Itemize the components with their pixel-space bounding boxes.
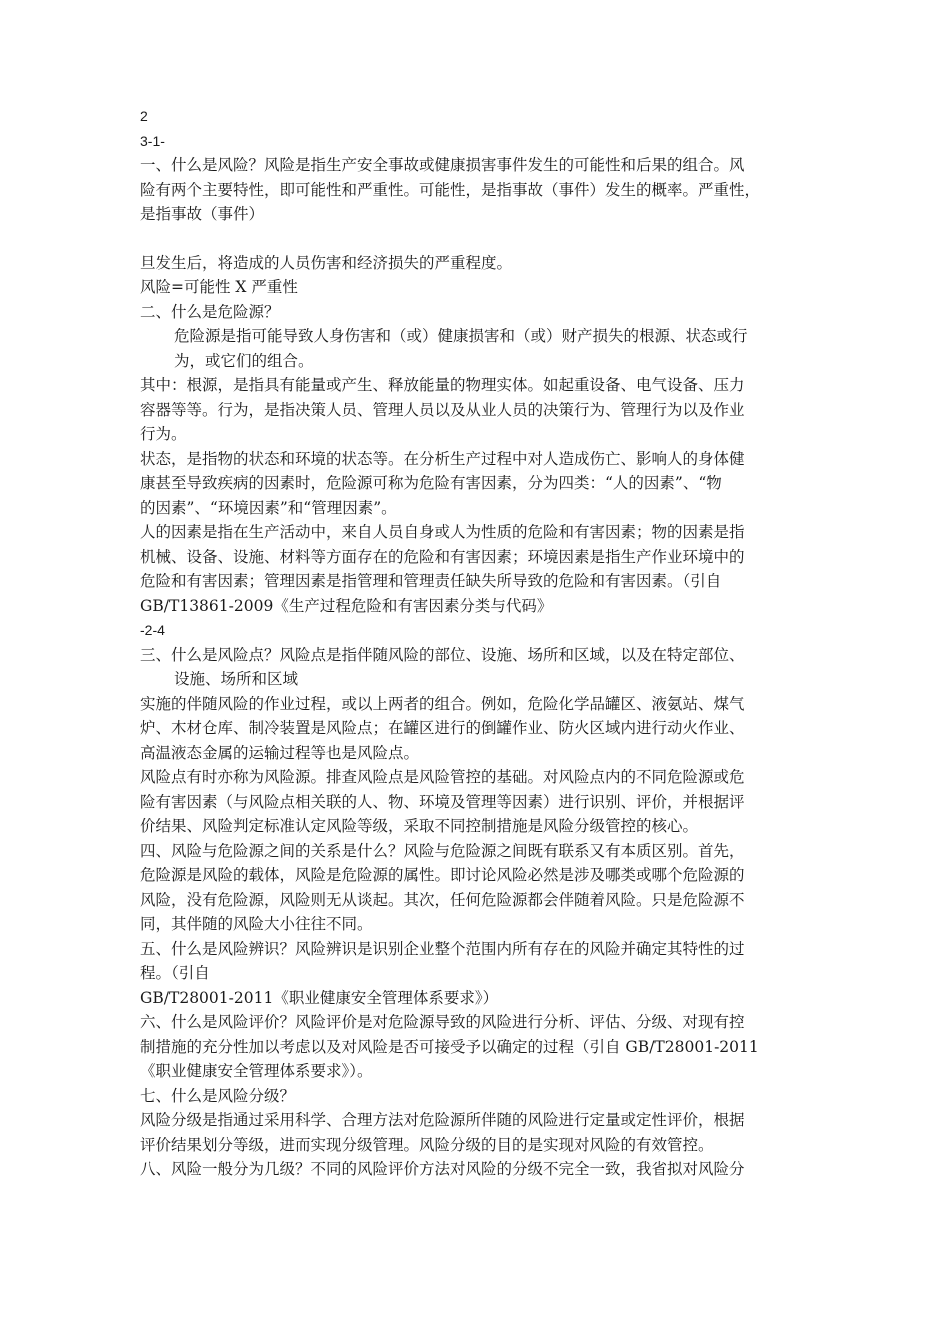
formula-line: 风险=可能性 X 严重性 (140, 278, 298, 296)
paragraph-line: 实施的伴随风险的作业过程，或以上两者的组合。例如，危险化学品罐区、液氨站、煤气 (140, 694, 745, 713)
paragraph-line: 风险分级是指通过采用科学、合理方法对危险源所伴随的风险进行定量或定性评价，根据 (140, 1111, 745, 1129)
paragraph-line: 康甚至导致疾病的因素时，危险源可称为危险有害因素，分为四类：“人的因素”、“物 (140, 474, 722, 492)
paragraph-line: 的因素”、“环境因素”和“管理因素”。 (140, 498, 397, 517)
blank-line (140, 227, 812, 251)
paragraph-line: 人的因素是指在生产活动中，来自人员自身或人为性质的危险和有害因素；物的因素是指 (140, 523, 745, 541)
citation-line: 《职业健康安全管理体系要求》）。 (140, 1062, 373, 1080)
citation-line: GB/T28001-2011《职业健康安全管理体系要求》） (140, 988, 499, 1007)
paragraph-line: 八、风险一般分为几级？不同的风险评价方法对风险的分级不完全一致，我省拟对风险分 (140, 1160, 745, 1178)
paragraph-line: 为，或它们的组合。 (174, 351, 314, 370)
paragraph-line: 状态，是指物的状态和环境的状态等。在分析生产过程中对人造成伤亡、影响人的身体健 (140, 449, 745, 468)
paragraph-line: 程。（引自 (140, 964, 210, 982)
paragraph-line: 一、什么是风险？风险是指生产安全事故或健康损害事件发生的可能性和后果的组合。风 (140, 156, 745, 174)
paragraph-line: 风险点有时亦称为风险源。排查风险点是风险管控的基础。对风险点内的不同危险源或危 (140, 768, 745, 786)
page-number-line: 2 (140, 108, 148, 124)
paragraph-line: 三、什么是风险点？风险点是指伴随风险的部位、设施、场所和区域，以及在特定部位、 (140, 645, 745, 664)
paragraph-line: 价结果、风险判定标准认定风险等级，采取不同控制措施是风险分级管控的核心。 (140, 817, 699, 835)
paragraph-line: 设施、场所和区域 (174, 670, 299, 688)
section-number-line: 3-1- (140, 132, 165, 149)
paragraph-line: 旦发生后，将造成的人员伤害和经济损失的严重程度。 (140, 253, 513, 272)
paragraph-line: 险有两个主要特性，即可能性和严重性。可能性，是指事故（事件）发生的概率。严重性， (140, 180, 761, 199)
heading-line: 七、什么是风险分级？ (140, 1086, 296, 1105)
heading-line: 二、什么是危险源？ (140, 302, 280, 321)
paragraph-line: 四、风险与危险源之间的关系是什么？风险与危险源之间既有联系又有本质区别。首先， (140, 841, 745, 860)
paragraph-line: 制措施的充分性加以考虑以及对风险是否可接受予以确定的过程（引自 GB/T28001-2011 (140, 1037, 759, 1056)
paragraph-line: 危险和有害因素；管理因素是指管理和管理责任缺失所导致的危险和有害因素。（引自 (140, 572, 722, 590)
paragraph-line: 是指事故（事件） (140, 205, 265, 223)
paragraph-line: 六、什么是风险评价？风险评价是对危险源导致的风险进行分析、评估、分级、对现有控 (140, 1013, 745, 1031)
paragraph-line: 机械、设备、设施、材料等方面存在的危险和有害因素；环境因素是指生产作业环境中的 (140, 547, 745, 566)
paragraph-line: 容器等等。行为，是指决策人员、管理人员以及从业人员的决策行为、管理行为以及作业 (140, 400, 745, 419)
citation-line: GB/T13861-2009《生产过程危险和有害因素分类与代码》 (140, 596, 553, 615)
paragraph-line: 险有害因素（与风险点相关联的人、物、环境及管理等因素）进行识别、评价，并根据评 (140, 792, 745, 811)
document-page (140, 104, 812, 1182)
paragraph-line: 评价结果划分等级，进而实现分级管理。风险分级的目的是实现对风险的有效管控。 (140, 1135, 714, 1154)
paragraph-line: 危险源是指可能导致人身伤害和（或）健康损害和（或）财产损失的根源、状态或行 (174, 327, 748, 345)
section-number-line: -2-4 (140, 622, 165, 638)
paragraph-line: 炉、木材仓库、制冷装置是风险点；在罐区进行的倒罐作业、防火区域内进行动火作业、 (140, 719, 745, 737)
paragraph-line: 风险，没有危险源，风险则无从谈起。其次，任何危险源都会伴随着风险。只是危险源不 (140, 890, 745, 909)
paragraph-line: 行为。 (140, 425, 187, 443)
paragraph-line: 高温液态金属的运输过程等也是风险点。 (140, 743, 420, 762)
paragraph-line: 五、什么是风险辨识？风险辨识是识别企业整个范围内所有存在的风险并确定其特性的过 (140, 939, 745, 958)
paragraph-line: 同，其伴随的风险大小往往不同。 (140, 915, 373, 933)
paragraph-line: 危险源是风险的载体，风险是危险源的属性。即讨论风险必然是涉及哪类或哪个危险源的 (140, 866, 745, 884)
paragraph-line: 其中：根源，是指具有能量或产生、释放能量的物理实体。如起重设备、电气设备、压力 (140, 376, 745, 394)
